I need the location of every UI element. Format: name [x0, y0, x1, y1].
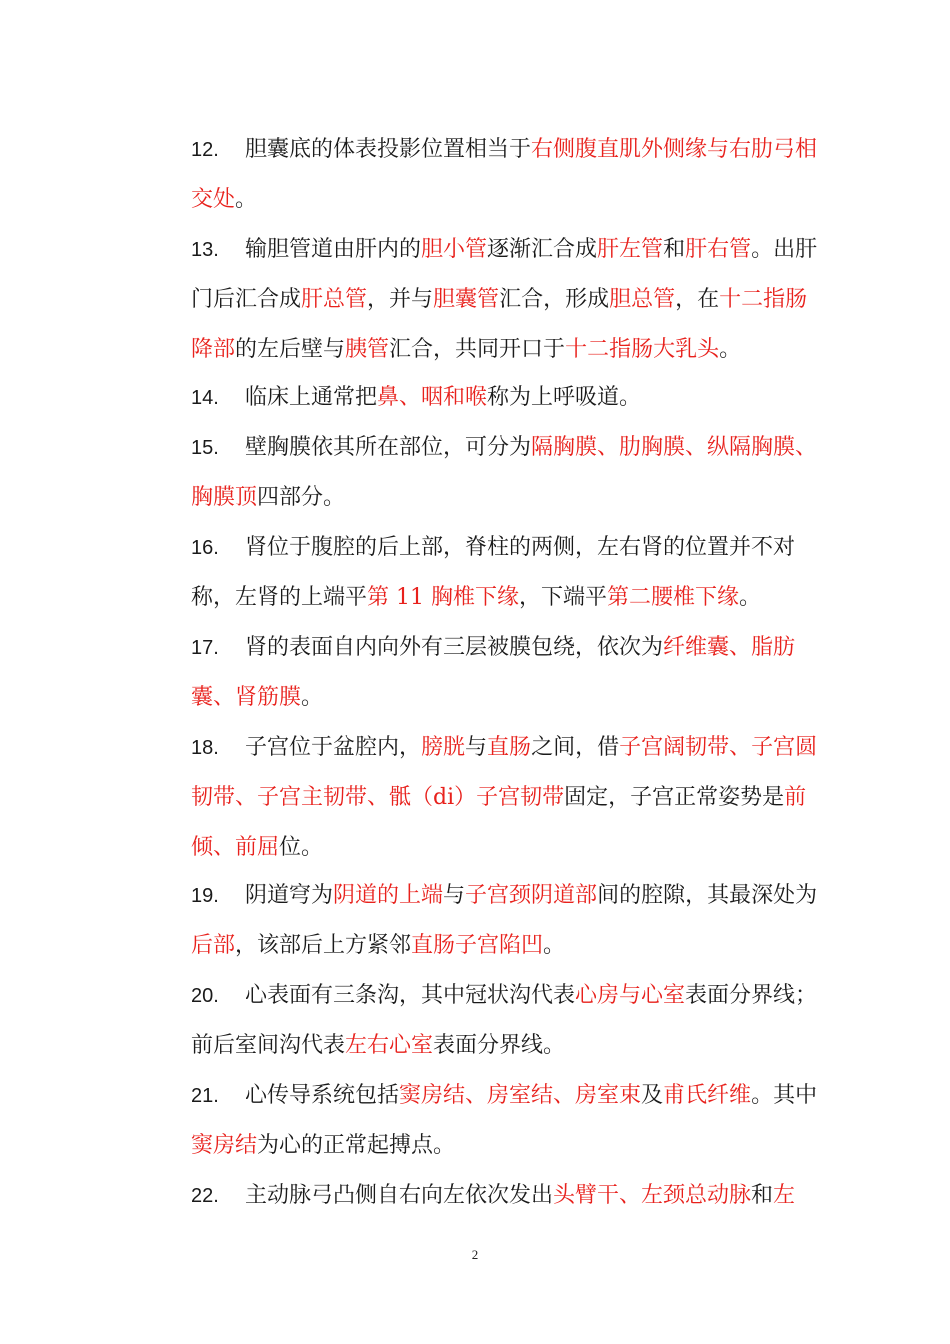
question-item — [191, 1071, 821, 1171]
question-text: ，在 — [675, 287, 720, 312]
answer-highlight: 直肠子宫陷凹 — [411, 933, 544, 958]
question-text: 固定，子宫正常姿势是 — [564, 785, 785, 810]
question-text: 和 — [663, 237, 686, 262]
answer-highlight: 胆总管 — [609, 287, 676, 312]
answer-highlight: 肝总管 — [301, 287, 368, 312]
question-text: 称为上呼吸道。 — [487, 385, 642, 410]
answer-highlight: 纤维囊、脂肪囊、肾筋膜 — [191, 635, 796, 710]
question-number: 22. — [191, 1185, 219, 1207]
answer-highlight: 左右心室 — [345, 1033, 434, 1058]
answer-highlight: 膀胱 — [421, 735, 466, 760]
question-text: 及 — [641, 1083, 664, 1108]
answer-highlight: 十二指肠大乳头 — [565, 337, 720, 362]
question-number: 20. — [191, 985, 219, 1007]
question-text: 胆囊底的体表投影位置相当于 — [245, 137, 532, 162]
question-text: 。 — [719, 337, 742, 362]
question-text: 间的腔隙，其最深处为 — [597, 883, 818, 908]
answer-highlight: 右侧腹直肌外侧缘与右肋弓相交处 — [191, 137, 818, 212]
answer-highlight: 直肠 — [487, 735, 532, 760]
question-item — [191, 723, 821, 873]
question-item — [191, 373, 821, 423]
question-item — [191, 1171, 821, 1221]
answer-highlight: 十二指肠降部 — [191, 287, 808, 362]
question-text: 表面分界线。 — [433, 1033, 566, 1058]
question-text: 与 — [465, 735, 488, 760]
question-text: 主动脉弓凸侧自右向左依次发出 — [245, 1183, 554, 1208]
question-text: 表面分界线；前后室间沟代表 — [191, 983, 818, 1058]
question-text: 。 — [739, 585, 762, 610]
question-text: 。出肝门后汇合成 — [191, 237, 818, 312]
question-text: 与 — [443, 883, 466, 908]
question-text: 汇合，形成 — [499, 287, 610, 312]
question-text: 逐渐汇合成 — [487, 237, 598, 262]
question-number: 13. — [191, 239, 219, 261]
question-item — [191, 225, 821, 375]
answer-highlight: 阴道的上端 — [333, 883, 444, 908]
answer-highlight: 子宫颈阴道部 — [465, 883, 598, 908]
answer-highlight: 甫氏纤维 — [663, 1083, 752, 1108]
question-number: 17. — [191, 637, 219, 659]
answer-highlight: 胆囊管 — [433, 287, 500, 312]
question-text: 心传导系统包括 — [245, 1083, 400, 1108]
answer-highlight: 胰管 — [345, 337, 390, 362]
question-text: 。其中 — [751, 1083, 818, 1108]
answer-highlight: 第 11 胸椎下缘 — [367, 585, 519, 610]
question-number: 14. — [191, 387, 219, 409]
answer-highlight: 鼻、咽和喉 — [377, 385, 488, 410]
question-item — [191, 871, 821, 971]
question-text: 。 — [235, 187, 258, 212]
question-item — [191, 971, 821, 1071]
question-number: 12. — [191, 139, 219, 161]
question-text: 。 — [543, 933, 566, 958]
question-text: 和 — [751, 1183, 774, 1208]
answer-highlight: 心房与心室 — [575, 983, 686, 1008]
question-text: 子宫位于盆腔内， — [245, 735, 422, 760]
answer-highlight: 窦房结、房室结、房室束 — [399, 1083, 642, 1108]
question-text: 壁胸膜依其所在部位，可分为 — [245, 435, 532, 460]
question-text: 位。 — [279, 835, 324, 860]
question-number: 15. — [191, 437, 219, 459]
question-text: 。 — [301, 685, 324, 710]
question-text: 心表面有三条沟，其中冠状沟代表 — [245, 983, 576, 1008]
question-item — [191, 125, 821, 225]
answer-highlight: 前倾、前屈 — [191, 785, 807, 860]
question-number: 16. — [191, 537, 219, 559]
answer-highlight: 子宫阔韧带、子宫圆韧带、子宫主韧带、骶（di）子宫韧带 — [191, 735, 818, 810]
question-item — [191, 523, 821, 623]
page-number: 2 — [471, 1247, 479, 1262]
question-number: 19. — [191, 885, 219, 907]
question-number: 21. — [191, 1085, 219, 1107]
answer-highlight: 胆小管 — [421, 237, 488, 262]
question-text: 阴道穹为 — [245, 883, 334, 908]
answer-highlight: 隔胸膜、肋胸膜、纵隔胸膜、胸膜顶 — [191, 435, 818, 510]
answer-highlight: 肝左管 — [597, 237, 664, 262]
question-item — [191, 623, 821, 723]
question-text: 输胆管道由肝内的 — [245, 237, 422, 262]
answer-highlight: 肝右管 — [685, 237, 752, 262]
question-text: 之间，借 — [531, 735, 620, 760]
question-text: 汇合，共同开口于 — [389, 337, 566, 362]
question-text: 临床上通常把 — [245, 385, 378, 410]
answer-highlight: 窦房结 — [191, 1133, 258, 1158]
answer-highlight: 头臂干、左颈总动脉 — [553, 1183, 752, 1208]
question-text: ，并与 — [367, 287, 434, 312]
question-item — [191, 423, 821, 523]
question-text: 为心的正常起搏点。 — [257, 1133, 456, 1158]
question-text: ，下端平 — [519, 585, 608, 610]
question-number: 18. — [191, 737, 219, 759]
answer-highlight: 后部 — [191, 933, 236, 958]
question-text: 四部分。 — [257, 485, 346, 510]
answer-highlight: 左 — [773, 1183, 796, 1208]
question-text: 的左后壁与 — [235, 337, 346, 362]
question-text: 肾位于腹腔的后上部，脊柱的两侧，左右肾的位置并不对称，左肾的上端平 — [191, 535, 796, 610]
answer-highlight: 第二腰椎下缘 — [607, 585, 740, 610]
question-text: ，该部后上方紧邻 — [235, 933, 412, 958]
question-text: 肾的表面自内向外有三层被膜包绕，依次为 — [245, 635, 664, 660]
